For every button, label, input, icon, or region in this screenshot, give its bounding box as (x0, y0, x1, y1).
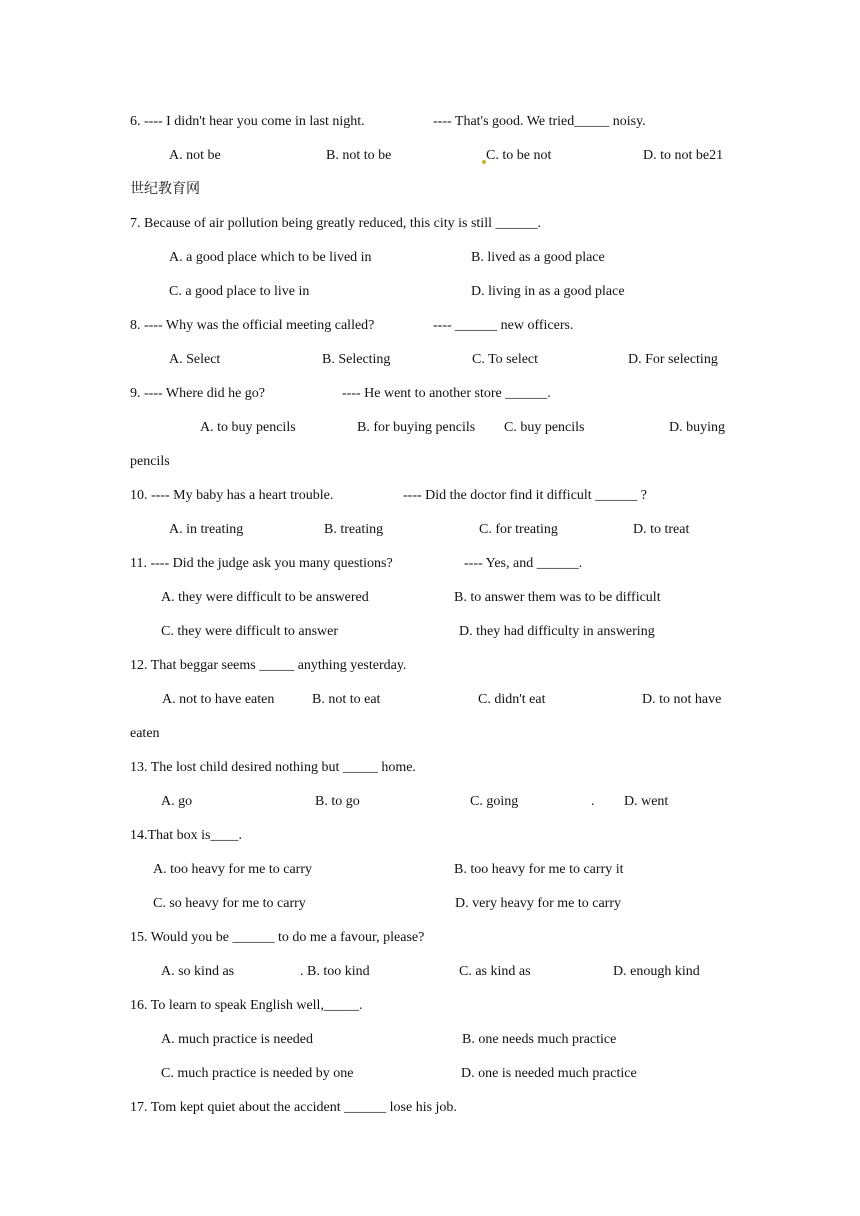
question-12-option-a: A. not to have eaten (162, 692, 275, 707)
question-11-stem: 11. ---- Did the judge ask you many questions? (130, 556, 393, 571)
question-6-reply: ---- That's good. We tried_____ noisy. (433, 114, 646, 129)
question-9-stem: 9. ---- Where did he go? (130, 386, 266, 401)
question-11-option-a: A. they were difficult to be answered (161, 590, 369, 605)
question-8-reply: ---- ______ new officers. (433, 318, 574, 333)
question-6-option-a: A. not be (169, 148, 221, 163)
question-9-option-c: C. buy pencils (504, 420, 585, 435)
question-11-option-d: D. they had difficulty in answering (459, 624, 655, 639)
question-11-option-b: B. to answer them was to be difficult (454, 590, 661, 605)
question-6-option-c: C. to be not (486, 148, 552, 163)
question-8-option-d: D. For selecting (628, 352, 718, 367)
question-10-stem: 10. ---- My baby has a heart trouble. (130, 488, 334, 503)
question-14-option-d: D. very heavy for me to carry (455, 896, 621, 911)
question-6-stem: 6. ---- I didn't hear you come in last night. (130, 114, 365, 129)
question-16-option-a: A. much practice is needed (161, 1032, 313, 1047)
question-12-wrap: eaten (130, 726, 160, 741)
question-15-option-b: . B. too kind (300, 964, 370, 979)
question-16-option-c: C. much practice is needed by one (161, 1066, 354, 1081)
question-11-reply: ---- Yes, and ______. (464, 556, 583, 571)
question-9-option-a: A. to buy pencils (200, 420, 296, 435)
question-9-wrap: pencils (130, 454, 170, 469)
question-14-option-b: B. too heavy for me to carry it (454, 862, 624, 877)
question-10-option-b: B. treating (324, 522, 384, 537)
question-9-option-b: B. for buying pencils (357, 420, 476, 435)
question-7-option-c: C. a good place to live in (169, 284, 310, 299)
question-7-stem: 7. Because of air pollution being greatly reduced, this city is still ______. (130, 216, 541, 231)
question-8-stem: 8. ---- Why was the official meeting called? (130, 318, 375, 333)
question-9-reply: ---- He went to another store ______. (342, 386, 551, 401)
question-10-reply: ---- Did the doctor find it difficult ______ ? (403, 488, 647, 503)
question-7-option-b: B. lived as a good place (471, 250, 605, 265)
question-13-option-a: A. go (161, 794, 193, 809)
question-6-wrap: 世纪教育网 (130, 182, 200, 197)
question-13-option-c: C. going (470, 794, 519, 809)
question-14-option-a: A. too heavy for me to carry (153, 862, 312, 877)
question-16-option-b: B. one needs much practice (462, 1032, 617, 1047)
question-15-option-d: D. enough kind (613, 964, 700, 979)
question-14-option-c: C. so heavy for me to carry (153, 896, 306, 911)
question-8-option-c: C. To select (472, 352, 539, 367)
question-7-option-a: A. a good place which to be lived in (169, 250, 372, 265)
question-12-option-b: B. not to eat (312, 692, 381, 707)
question-15-option-c: C. as kind as (459, 964, 531, 979)
question-16-option-d: D. one is needed much practice (461, 1066, 637, 1081)
question-12-option-d: D. to not have (642, 692, 722, 707)
question-10-option-c: C. for treating (479, 522, 558, 537)
question-10-option-d: D. to treat (633, 522, 690, 537)
question-13-option-d: D. went (624, 794, 669, 809)
question-10-option-a: A. in treating (169, 522, 244, 537)
question-13-stem: 13. The lost child desired nothing but _____ home. (130, 760, 416, 775)
question-12-option-c: C. didn't eat (478, 692, 546, 707)
question-7-option-d: D. living in as a good place (471, 284, 625, 299)
question-16-stem: 16. To learn to speak English well,_____. (130, 998, 363, 1013)
question-14-stem: 14.That box is____. (130, 828, 242, 843)
question-17-stem: 17. Tom kept quiet about the accident ______ lose his job. (130, 1100, 457, 1115)
question-8-option-b: B. Selecting (322, 352, 391, 367)
question-13-option-b: B. to go (315, 794, 360, 809)
question-12-stem: 12. That beggar seems _____ anything yesterday. (130, 658, 407, 673)
question-11-option-c: C. they were difficult to answer (161, 624, 339, 639)
question-9-option-d: D. buying (669, 420, 725, 435)
question-15-option-a: A. so kind as (161, 964, 235, 979)
question-15-stem: 15. Would you be ______ to do me a favour, please? (130, 930, 425, 945)
question-13-dot: . (591, 794, 595, 809)
question-8-option-a: A. Select (169, 352, 221, 367)
question-6-option-d: D. to not be21 (643, 148, 724, 163)
question-6-option-b: B. not to be (326, 148, 392, 163)
